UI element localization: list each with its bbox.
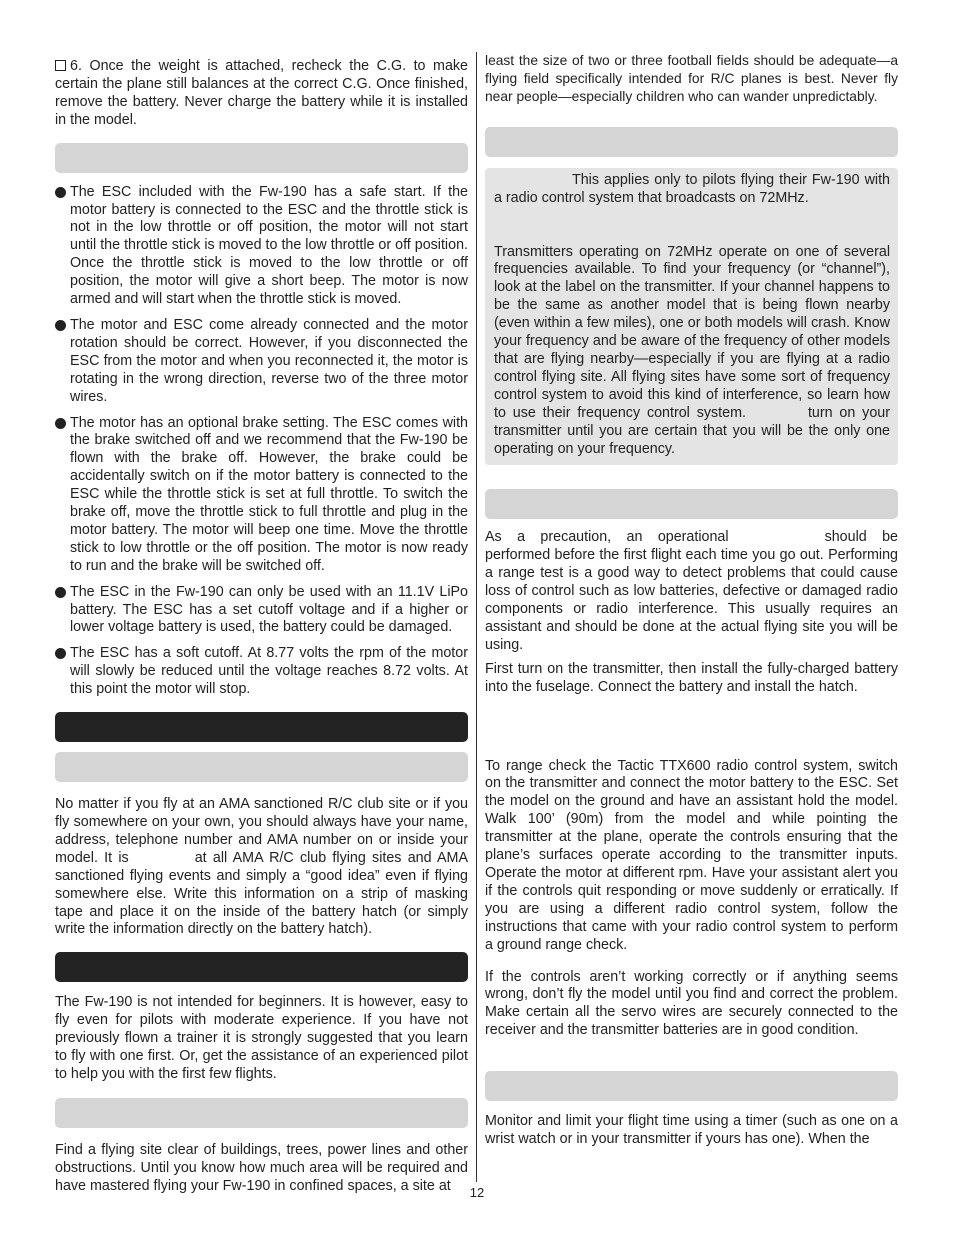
section-header-dark [55, 712, 468, 742]
bullet-icon [55, 587, 66, 598]
esc-bullet-list [55, 184, 468, 699]
section-header-identification [55, 752, 468, 782]
bullet-icon [55, 187, 66, 198]
range-check-paragraph-1: As a precaution, an operational should be performed before the first flight each time you go out. Performing a range test is a good way to detect problems that could cause loss of control such as low batteries, defective or damaged radio components or radio interference. This usually requires an assistant and should be done at the actual flying site you will be using. [485, 529, 898, 653]
beginners-paragraph: The Fw-190 is not intended for beginners. It is however, easy to fly even for pilots with moderate experience. If you have not previously flown a trainer it is strongly suggested that you learn to fly with one first. Or, get the assistance of an experienced pilot to help you with the first few flights. [55, 994, 468, 1082]
list-item: The ESC included with the Fw-190 has a safe start. If the motor battery is connected to the ESC and the throttle stick is not in the low throttle or off position, the motor will not start until the throttle stick is moved to the low throttle or off position. Once the throttle stick is moved to the low throttle or off position, the motor will give a short beep. The motor is now armed and will start when the throttle stick is moved. [55, 184, 468, 309]
frequency-note: This applies only to pilots flying their Fw-190 with a radio control system that broadcasts on 72MHz. [494, 171, 890, 206]
right-column [485, 52, 898, 1149]
section-header-range-check [485, 489, 898, 519]
section-header-dark [55, 952, 468, 982]
column-divider [476, 52, 477, 1182]
checkbox-icon [55, 60, 66, 71]
identification-paragraph: No matter if you fly at an AMA sanctioned R/C club site or if you fly somewhere on your own, you should always have your name, address, telephone number and AMA number on or inside your model. It is at all AMA R/C club flying sites and AMA sanctioned flying events and simply a “good idea” even if flying somewhere else. Write this information on a strip of masking tape and place it on the inside of the battery hatch (or simply write the information directly on the battery hatch). [55, 796, 468, 938]
intro-step-6: 6. Once the weight is attached, recheck the C.G. to make certain the plane still balances at the correct C.G. Once finished, remove the battery. Never charge the battery while it is installed in the model. [55, 58, 468, 128]
section-header-flying-site [55, 1098, 468, 1128]
list-item: The ESC has a soft cutoff. At 8.77 volts the rpm of the motor will slowly be reduced until the voltage reaches 8.72 volts. At this point the motor will stop. [55, 645, 468, 699]
bullet-icon [55, 648, 66, 659]
bullet-icon [55, 418, 66, 429]
frequency-shaded-box [485, 168, 898, 466]
section-header-flight-time [485, 1071, 898, 1101]
flying-site-paragraph: Find a flying site clear of buildings, trees, power lines and other obstructions. Until you know how much area will be required and have mastered flying your Fw-190 in confined spaces, a site at [55, 1141, 468, 1194]
page-number: 12 [469, 1185, 485, 1200]
range-check-paragraph-4: If the controls aren’t working correctly or if anything seems wrong, don’t fly the model until you find and correct the problem. Make certain all the servo wires are securely connected to the receiver and the transmitter batteries are in good condition. [485, 968, 898, 1039]
list-item: The motor has an optional brake setting. The ESC comes with the brake switched off and we recommend that the Fw-190 be flown with the brake off. However, the brake could be accidentally switch on if the motor battery is connected to the ESC while the throttle stick is set at full throttle. To switch the brake off, move the throttle stick to full throttle and plug in the motor battery. The motor will beep one time. Move the throttle stick to low throttle or the off position. The motor is now ready to run and the brake will be switched off. [55, 415, 468, 576]
left-column [55, 52, 468, 1196]
list-item: The ESC in the Fw-190 can only be used with an 11.1V LiPo battery. The ESC has a set cutoff voltage and if a higher or lower voltage battery is used, the battery could be damaged. [55, 584, 468, 638]
range-check-paragraph-3: To range check the Tactic TTX600 radio control system, switch on the transmitter and connect the motor battery to the ESC. Set the model on the ground and have an assistant hold the model. Walk 100’ (90m) from the model and while pointing the transmitter at the plane, operate the controls ensuring that the plane’s surfaces operate according to the transmitter inputs. Operate the motor at different rpm. Have your assistant alert you if the controls quit responding or move suddenly or erratically. If you are using a different radio control system, follow the instructions that came with your radio control system to perform a ground range check. [485, 757, 898, 953]
section-header-esc [55, 143, 468, 173]
bullet-icon [55, 320, 66, 331]
section-header-frequency [485, 127, 898, 157]
flight-time-paragraph: Monitor and limit your flight time using a timer (such as one on a wrist watch or in your transmitter if yours has one). When the [485, 1113, 898, 1148]
flying-site-continued: least the size of two or three football fields should be adequate—a flying field specifically intended for R/C planes is best. Never fly near people—especially children who can wander unpredictably. [485, 53, 898, 104]
list-item: The motor and ESC come already connected and the motor rotation should be correct. However, if you disconnected the ESC from the motor and when you reconnected it, the motor is rotating in the wrong direction, reverse two of the three motor wires. [55, 317, 468, 407]
frequency-paragraph: Transmitters operating on 72MHz operate on one of several frequencies available. To find your frequency (or “channel”), look at the label on the transmitter. If your channel happens to be the same as another model that is being flown nearby (even within a few miles), one or both models will crash. Know your frequency and be aware of the frequency of other models that are flying nearby—especially if you are flying at a radio control flying site. All flying sites have some sort of frequency control system to avoid this kind of interference, so learn how to use their frequency control system. turn on your transmitter until you are certain that you will be the only one operating on your frequency. [494, 243, 890, 457]
range-check-paragraph-2: First turn on the transmitter, then install the fully-charged battery into the fuselage. Connect the battery and install the hatch. [485, 660, 898, 695]
